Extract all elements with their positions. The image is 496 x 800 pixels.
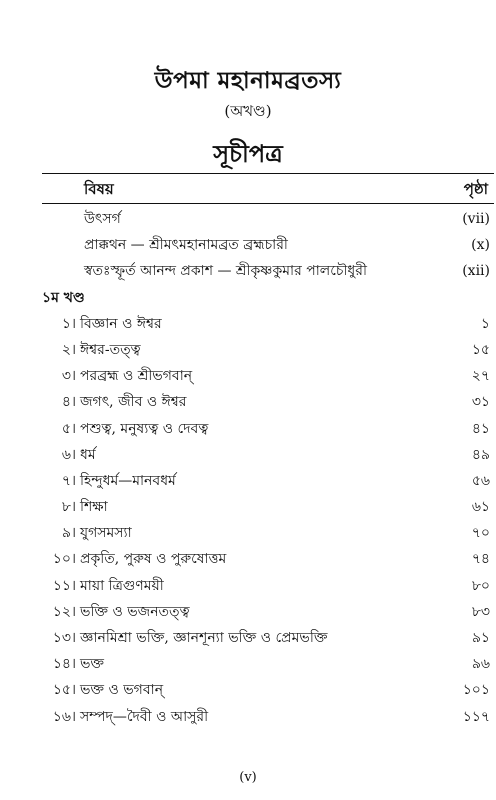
chapter-page: ১০১ [462,682,490,699]
chapter-row [0,337,496,363]
chapter-page: ৯৬ [471,656,490,673]
entry-title: উৎসর্গ [84,211,121,227]
chapter-row [0,573,496,599]
chapter-row [0,442,496,468]
chapter-title: হিন্দুধর্ম—মানবধর্ম [80,472,176,489]
chapter-row [0,520,496,546]
entry-page: (vii) [462,211,490,227]
chapter-number: ২। [61,341,76,358]
chapter-page: ৮৩ [471,603,490,620]
chapter-page: ১৫ [471,341,490,358]
column-header-page: পৃষ্ঠা [463,180,488,198]
chapter-number: ১৫। [52,682,76,699]
chapter-row [0,546,496,572]
contents-heading: সূচীপত্র [213,139,283,168]
header-rule [42,203,494,204]
chapter-row [0,311,496,337]
chapter-page: ৬১ [471,499,490,516]
front-matter-row [0,206,496,232]
chapter-number: ৪। [61,394,76,411]
entry-page: (xii) [462,263,490,280]
chapter-number: ১। [61,315,76,332]
chapter-title: সম্পদ্—দৈবী ও আসুরী [80,708,209,725]
chapter-page: ৮০ [471,577,490,594]
chapter-title: পশুত্ব, মনুষ্যত্ব ও দেবত্ব [80,420,209,437]
chapter-title: পরব্রহ্ম ও শ্রীভগবান্ [80,368,193,385]
chapter-row [0,494,496,520]
front-matter-row [0,258,496,284]
chapter-number: ১০। [52,551,76,568]
section-heading [0,285,496,311]
chapter-number: ৮। [61,499,76,516]
entry-title: স্বতঃস্ফূর্ত আনন্দ প্রকাশ — শ্রীকৃষ্ণকুমার পালচৌধুরী [84,263,367,280]
chapter-row [0,599,496,625]
chapter-title: মায়া ত্রিগুণময়ী [80,577,164,594]
entry-title: প্রাক্কথন — শ্রীমৎমহানামব্রত ব্রহ্মচারী [84,237,288,254]
chapter-page: ৫৬ [471,472,490,489]
chapter-title: ভক্ত ও ভগবান্ [80,682,164,699]
chapter-number: ১৩। [52,630,76,646]
chapter-row [0,468,496,494]
section-title: ১ম খণ্ড [42,289,85,306]
chapter-page: ৭০ [471,525,490,542]
chapter-number: ১১। [52,577,76,594]
chapter-title: প্রকৃতি, পুরুষ ও পুরুষোত্তম [80,551,227,568]
chapter-number: ৫। [61,420,76,437]
chapter-page: ১১৭ [462,708,490,725]
top-rule [42,173,494,174]
chapter-row [0,704,496,730]
chapter-number: ৬। [61,446,76,463]
chapter-row [0,389,496,415]
chapter-row [0,677,496,703]
chapter-page: ৪১ [471,420,490,437]
chapter-page: ৯১ [471,630,490,646]
chapter-number: ১৬। [52,708,76,725]
chapter-number: ৭। [61,472,76,489]
chapter-row [0,625,496,651]
chapter-title: জগৎ, জীব ও ঈশ্বর [80,394,187,411]
chapter-title: শিক্ষা [80,499,108,516]
chapter-title: বিজ্ঞান ও ঈশ্বর [80,315,162,332]
chapter-page: ২৭ [471,368,490,385]
chapter-page: ১ [480,315,490,332]
chapter-title: ধর্ম [80,446,96,463]
book-title: উপমা মহানামব্রতস্য [154,67,342,94]
chapter-page: ৩১ [471,394,490,411]
chapter-number: ৩। [61,368,76,385]
front-matter-row [0,232,496,258]
chapter-title: ভক্তি ও ভজনতত্ত্ব [80,603,190,620]
chapter-page: ৭৪ [471,551,490,568]
chapter-number: ১২। [52,603,76,620]
contents-list [0,206,496,730]
entry-page: (x) [471,237,490,254]
chapter-title: জ্ঞানমিশ্রা ভক্তি, জ্ঞানশূন্যা ভক্তি ও প্রেমভক্তি [80,630,328,646]
column-header-subject: বিষয় [84,180,114,198]
chapter-title: ঈশ্বর-তত্ত্ব [80,341,141,358]
chapter-number: ১৪। [52,656,76,673]
chapter-title: যুগসমস্যা [80,525,132,542]
chapter-row [0,363,496,389]
chapter-number: ৯। [61,525,76,542]
chapter-row [0,416,496,442]
chapter-row [0,651,496,677]
chapter-title: ভক্ত [80,656,105,673]
chapter-page: ৪৯ [471,446,490,463]
page-number-footer: (v) [239,770,257,785]
book-subtitle: (অখণ্ড) [224,102,272,120]
